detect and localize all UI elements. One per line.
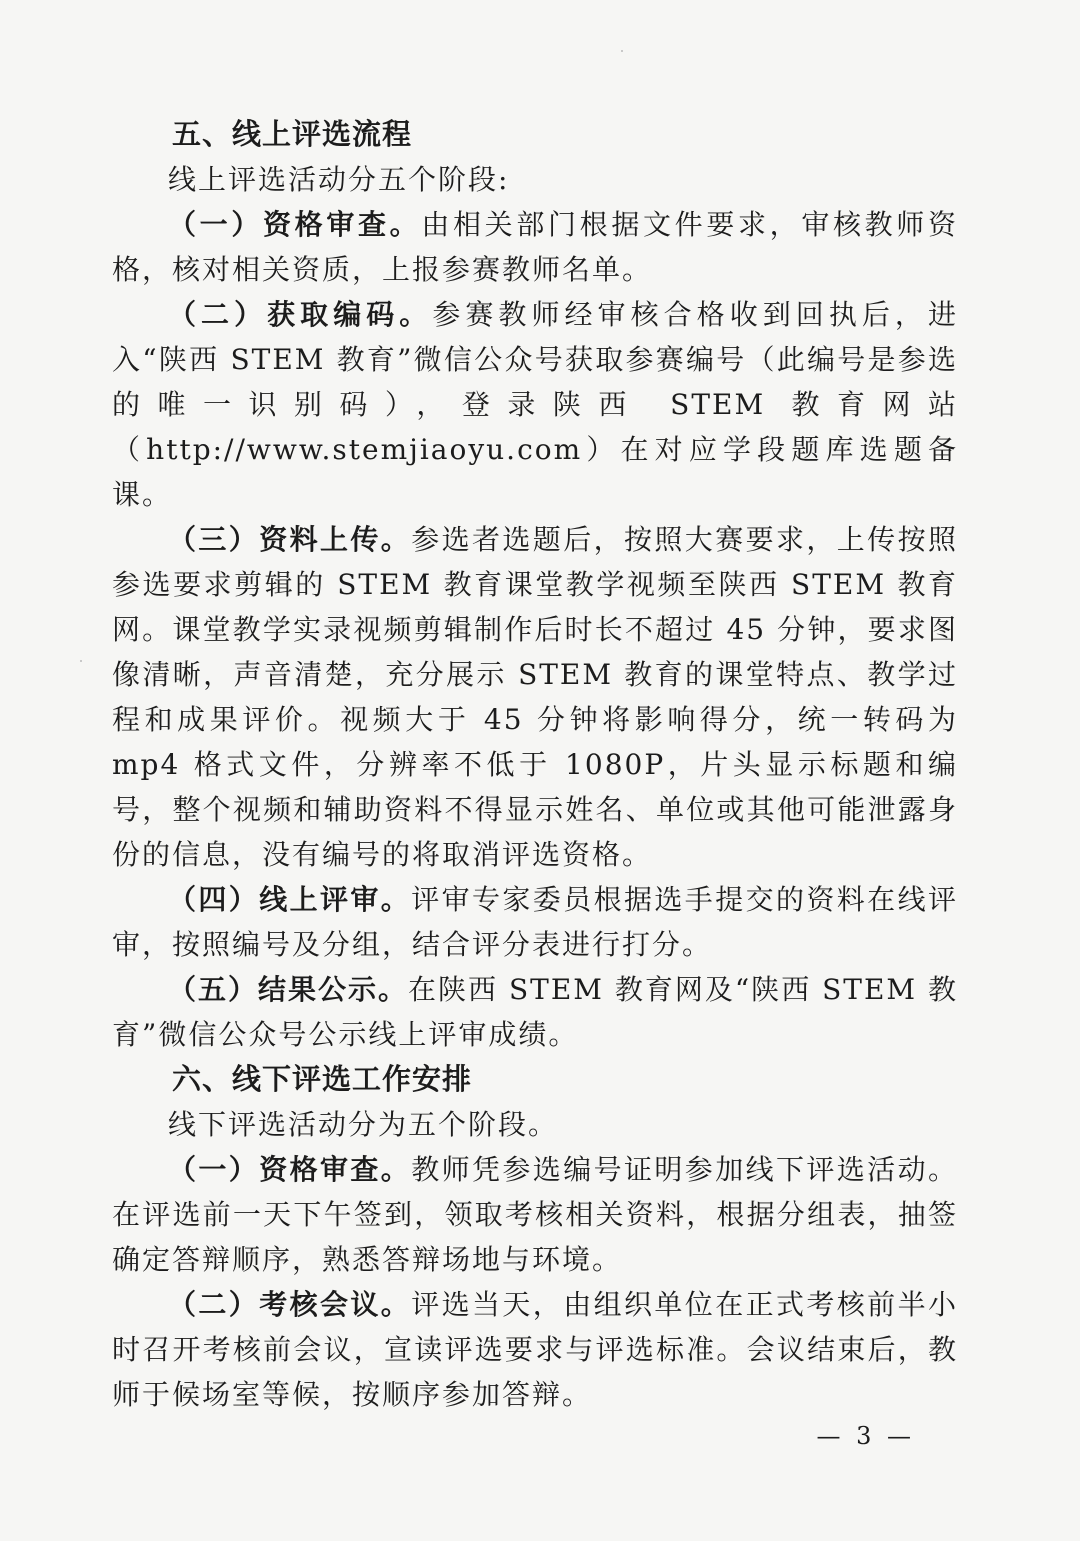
item-label: （一）资格审查。 bbox=[168, 1153, 412, 1186]
scan-speck bbox=[80, 660, 82, 662]
page-number: — 3 — bbox=[816, 1422, 915, 1450]
section-5-item-3 bbox=[112, 517, 958, 877]
section-6-title: 六、线下评选工作安排 bbox=[172, 1062, 473, 1096]
item-text: 教师凭参选编号证明参加线下评选活动。在评选前一天下午签到，领取考核相关资料，根据分组表，抽签确定答辩顺序，熟悉答辩场地与环境。 bbox=[112, 1153, 958, 1276]
section-5-item-4 bbox=[112, 877, 958, 967]
item-label: （三）资料上传。 bbox=[168, 523, 412, 556]
item-text: 评选当天，由组织单位在正式考核前半小时召开考核前会议，宣读评选要求与评选标准。会议结束后，教师于候场室等候，按顺序参加答辩。 bbox=[112, 1288, 958, 1411]
document-body bbox=[112, 112, 958, 1417]
section-5-title: 五、线上评选流程 bbox=[172, 117, 413, 151]
item-label: （五）结果公示。 bbox=[168, 973, 409, 1006]
item-label: （二）考核会议。 bbox=[168, 1288, 412, 1321]
section-5-item-2 bbox=[112, 292, 958, 517]
item-text: 评审专家委员根据选手提交的资料在线评审，按照编号及分组，结合评分表进行打分。 bbox=[112, 883, 958, 961]
item-text: 由相关部门根据文件要求，审核教师资格，核对相关资质，上报参赛教师名单。 bbox=[112, 208, 958, 286]
item-label: （一）资格审查。 bbox=[168, 208, 422, 241]
item-label: （四）线上评审。 bbox=[168, 883, 412, 916]
section-6-item-1 bbox=[112, 1147, 958, 1282]
item-text: 参赛教师经审核合格收到回执后，进入“陕西 STEM 教育”微信公众号获取参赛编号（此编号是参选的唯一识别码），登录陕西 STEM 教育网站（http://www.stemjiaoyu.com）在对应学段题库选题备课。 bbox=[112, 298, 958, 511]
item-text: 参选者选题后，按照大赛要求，上传按照参选要求剪辑的 STEM 教育课堂教学视频至陕西 STEM 教育网。课堂教学实录视频剪辑制作后时长不超过 45 分钟，要求图像清晰，声音清楚，充分展示 STEM 教育的课堂特点、教学过程和成果评价。视频大于 45 分钟将影响得分，统一转码为 mp4 格式文件，分辨率不低于 1080P，片头显示标题和编号，整个视频和辅助资料不得显示姓名、单位或其他可能泄露身份的信息，没有编号的将取消评选资格。 bbox=[112, 523, 958, 871]
section-5-item-1 bbox=[112, 202, 958, 292]
section-6-intro: 线下评选活动分为五个阶段。 bbox=[168, 1108, 559, 1141]
scan-speck bbox=[621, 50, 623, 52]
section-6-item-2 bbox=[112, 1282, 958, 1417]
item-text: 在陕西 STEM 教育网及“陕西 STEM 教育”微信公众号公示线上评审成绩。 bbox=[112, 973, 958, 1051]
item-label: （二）获取编码。 bbox=[168, 298, 433, 331]
section-5-intro: 线上评选活动分五个阶段: bbox=[168, 163, 510, 196]
section-5-item-5 bbox=[112, 967, 958, 1057]
